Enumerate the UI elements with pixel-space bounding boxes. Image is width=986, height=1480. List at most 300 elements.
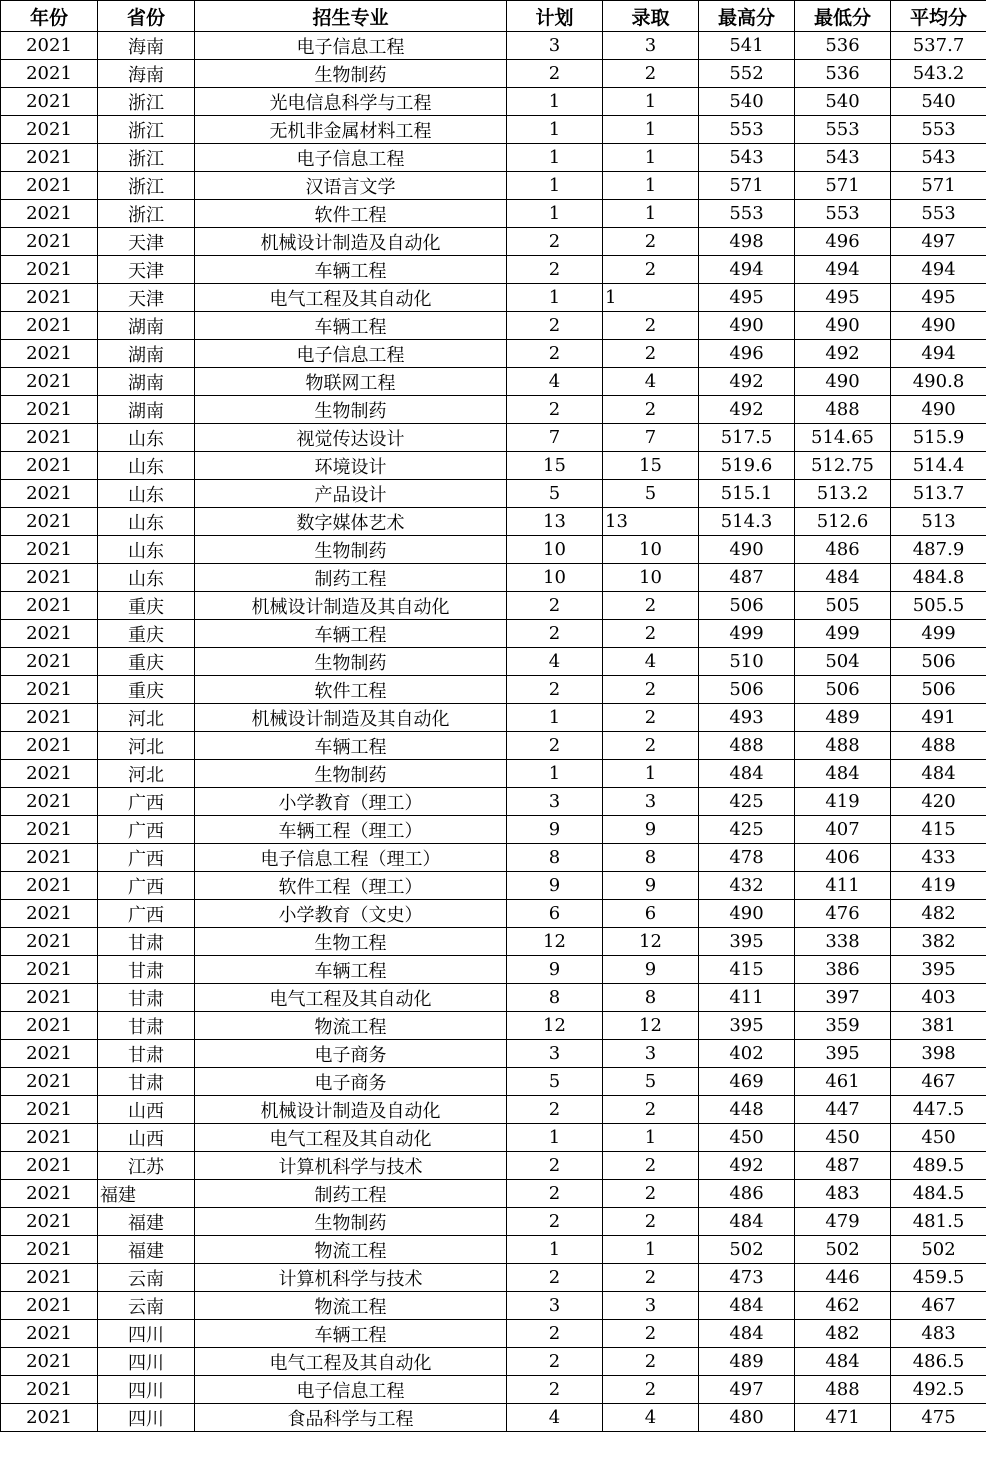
plan-cell: 2 (507, 1348, 603, 1376)
admitted-cell: 9 (603, 956, 699, 984)
table-row (1, 564, 986, 592)
min-score-cell: 489 (795, 704, 891, 732)
province-cell: 山西 (98, 1124, 195, 1152)
table-row (1, 620, 986, 648)
min-score-cell: 543 (795, 144, 891, 172)
max-score-cell: 492 (699, 1152, 795, 1180)
major-cell: 计算机科学与技术 (195, 1264, 507, 1292)
max-score-cell: 488 (699, 732, 795, 760)
major-cell: 电气工程及其自动化 (195, 1348, 507, 1376)
max-score-cell: 484 (699, 1208, 795, 1236)
min-score-cell: 397 (795, 984, 891, 1012)
province-cell: 天津 (98, 228, 195, 256)
table-row (1, 1236, 986, 1264)
avg-score-cell: 499 (891, 620, 986, 648)
min-score-cell: 488 (795, 1376, 891, 1404)
major-cell: 电子信息工程 (195, 144, 507, 172)
avg-score-cell: 382 (891, 928, 986, 956)
max-score-cell: 553 (699, 200, 795, 228)
table-row (1, 788, 986, 816)
admitted-cell: 1 (603, 172, 699, 200)
min-score-cell: 502 (795, 1236, 891, 1264)
min-score-cell: 462 (795, 1292, 891, 1320)
year-cell: 2021 (1, 1292, 98, 1320)
avg-score-cell: 540 (891, 88, 986, 116)
admitted-cell: 2 (603, 1180, 699, 1208)
table-row (1, 88, 986, 116)
min-score-cell: 490 (795, 368, 891, 396)
major-cell: 生物制药 (195, 60, 507, 88)
year-cell: 2021 (1, 88, 98, 116)
admitted-cell: 2 (603, 592, 699, 620)
year-cell: 2021 (1, 648, 98, 676)
min-score-cell: 487 (795, 1152, 891, 1180)
major-cell: 小学教育（理工） (195, 788, 507, 816)
admitted-cell: 5 (603, 1068, 699, 1096)
province-cell: 浙江 (98, 200, 195, 228)
max-score-cell: 502 (699, 1236, 795, 1264)
max-score-cell: 469 (699, 1068, 795, 1096)
table-row (1, 396, 986, 424)
province-cell: 河北 (98, 732, 195, 760)
major-cell: 物流工程 (195, 1012, 507, 1040)
year-cell: 2021 (1, 284, 98, 312)
year-cell: 2021 (1, 200, 98, 228)
admitted-cell: 1 (603, 88, 699, 116)
table-header (1, 1, 986, 32)
admitted-cell: 2 (603, 620, 699, 648)
year-cell: 2021 (1, 704, 98, 732)
admitted-cell: 2 (603, 340, 699, 368)
avg-score-cell: 515.9 (891, 424, 986, 452)
year-cell: 2021 (1, 172, 98, 200)
max-score-cell: 448 (699, 1096, 795, 1124)
avg-score-cell: 553 (891, 200, 986, 228)
plan-cell: 1 (507, 144, 603, 172)
admitted-cell: 2 (603, 228, 699, 256)
province-cell: 山西 (98, 1096, 195, 1124)
header-min-score: 最低分 (795, 1, 891, 32)
min-score-cell: 495 (795, 284, 891, 312)
plan-cell: 6 (507, 900, 603, 928)
table-row (1, 1040, 986, 1068)
table-row (1, 1320, 986, 1348)
max-score-cell: 510 (699, 648, 795, 676)
avg-score-cell: 506 (891, 676, 986, 704)
province-cell: 浙江 (98, 144, 195, 172)
plan-cell: 1 (507, 1124, 603, 1152)
table-row (1, 368, 986, 396)
table-row (1, 592, 986, 620)
province-cell: 山东 (98, 536, 195, 564)
plan-cell: 12 (507, 928, 603, 956)
max-score-cell: 484 (699, 760, 795, 788)
year-cell: 2021 (1, 424, 98, 452)
year-cell: 2021 (1, 116, 98, 144)
table-row (1, 648, 986, 676)
year-cell: 2021 (1, 816, 98, 844)
admitted-cell: 1 (603, 1124, 699, 1152)
year-cell: 2021 (1, 620, 98, 648)
plan-cell: 1 (507, 760, 603, 788)
province-cell: 甘肃 (98, 1012, 195, 1040)
admitted-cell: 4 (603, 648, 699, 676)
max-score-cell: 478 (699, 844, 795, 872)
header-max-score: 最高分 (699, 1, 795, 32)
max-score-cell: 495 (699, 284, 795, 312)
province-cell: 河北 (98, 704, 195, 732)
min-score-cell: 359 (795, 1012, 891, 1040)
year-cell: 2021 (1, 1068, 98, 1096)
avg-score-cell: 492.5 (891, 1376, 986, 1404)
major-cell: 软件工程（理工） (195, 872, 507, 900)
max-score-cell: 489 (699, 1348, 795, 1376)
header-province: 省份 (98, 1, 195, 32)
table-row (1, 508, 986, 536)
province-cell: 四川 (98, 1348, 195, 1376)
admitted-cell: 12 (603, 1012, 699, 1040)
year-cell: 2021 (1, 312, 98, 340)
max-score-cell: 486 (699, 1180, 795, 1208)
plan-cell: 2 (507, 1320, 603, 1348)
min-score-cell: 553 (795, 116, 891, 144)
year-cell: 2021 (1, 508, 98, 536)
plan-cell: 2 (507, 340, 603, 368)
min-score-cell: 488 (795, 396, 891, 424)
table-row (1, 1208, 986, 1236)
year-cell: 2021 (1, 480, 98, 508)
major-cell: 光电信息科学与工程 (195, 88, 507, 116)
province-cell: 山东 (98, 564, 195, 592)
avg-score-cell: 447.5 (891, 1096, 986, 1124)
major-cell: 制药工程 (195, 1180, 507, 1208)
min-score-cell: 407 (795, 816, 891, 844)
max-score-cell: 395 (699, 1012, 795, 1040)
province-cell: 重庆 (98, 648, 195, 676)
major-cell: 电气工程及其自动化 (195, 284, 507, 312)
admitted-cell: 4 (603, 368, 699, 396)
province-cell: 海南 (98, 60, 195, 88)
min-score-cell: 461 (795, 1068, 891, 1096)
major-cell: 生物制药 (195, 760, 507, 788)
province-cell: 海南 (98, 32, 195, 60)
min-score-cell: 571 (795, 172, 891, 200)
plan-cell: 2 (507, 592, 603, 620)
table-row (1, 452, 986, 480)
min-score-cell: 450 (795, 1124, 891, 1152)
max-score-cell: 450 (699, 1124, 795, 1152)
province-cell: 四川 (98, 1404, 195, 1432)
admitted-cell: 1 (603, 284, 699, 312)
avg-score-cell: 502 (891, 1236, 986, 1264)
plan-cell: 1 (507, 284, 603, 312)
table-row (1, 536, 986, 564)
province-cell: 浙江 (98, 172, 195, 200)
admitted-cell: 3 (603, 32, 699, 60)
year-cell: 2021 (1, 1404, 98, 1432)
year-cell: 2021 (1, 144, 98, 172)
plan-cell: 2 (507, 228, 603, 256)
admitted-cell: 1 (603, 116, 699, 144)
admitted-cell: 6 (603, 900, 699, 928)
max-score-cell: 541 (699, 32, 795, 60)
avg-score-cell: 497 (891, 228, 986, 256)
major-cell: 产品设计 (195, 480, 507, 508)
table-row (1, 816, 986, 844)
max-score-cell: 425 (699, 788, 795, 816)
avg-score-cell: 506 (891, 648, 986, 676)
plan-cell: 5 (507, 1068, 603, 1096)
table-row (1, 984, 986, 1012)
avg-score-cell: 513 (891, 508, 986, 536)
major-cell: 计算机科学与技术 (195, 1152, 507, 1180)
max-score-cell: 484 (699, 1292, 795, 1320)
province-cell: 甘肃 (98, 928, 195, 956)
year-cell: 2021 (1, 844, 98, 872)
max-score-cell: 492 (699, 396, 795, 424)
plan-cell: 2 (507, 1096, 603, 1124)
admitted-cell: 2 (603, 256, 699, 284)
year-cell: 2021 (1, 592, 98, 620)
admitted-cell: 8 (603, 984, 699, 1012)
year-cell: 2021 (1, 256, 98, 284)
table-row (1, 928, 986, 956)
avg-score-cell: 490 (891, 396, 986, 424)
max-score-cell: 411 (699, 984, 795, 1012)
table-row (1, 228, 986, 256)
major-cell: 电子信息工程 (195, 340, 507, 368)
year-cell: 2021 (1, 1040, 98, 1068)
plan-cell: 10 (507, 564, 603, 592)
year-cell: 2021 (1, 1376, 98, 1404)
max-score-cell: 540 (699, 88, 795, 116)
major-cell: 数字媒体艺术 (195, 508, 507, 536)
avg-score-cell: 484 (891, 760, 986, 788)
admitted-cell: 2 (603, 732, 699, 760)
admitted-cell: 2 (603, 1208, 699, 1236)
plan-cell: 4 (507, 1404, 603, 1432)
plan-cell: 1 (507, 116, 603, 144)
table-row (1, 900, 986, 928)
min-score-cell: 447 (795, 1096, 891, 1124)
province-cell: 天津 (98, 284, 195, 312)
province-cell: 重庆 (98, 676, 195, 704)
year-cell: 2021 (1, 872, 98, 900)
year-cell: 2021 (1, 1096, 98, 1124)
table-row (1, 760, 986, 788)
year-cell: 2021 (1, 396, 98, 424)
min-score-cell: 479 (795, 1208, 891, 1236)
min-score-cell: 488 (795, 732, 891, 760)
province-cell: 广西 (98, 788, 195, 816)
avg-score-cell: 415 (891, 816, 986, 844)
header-plan: 计划 (507, 1, 603, 32)
major-cell: 电气工程及其自动化 (195, 1124, 507, 1152)
min-score-cell: 483 (795, 1180, 891, 1208)
major-cell: 机械设计制造及其自动化 (195, 592, 507, 620)
major-cell: 物流工程 (195, 1236, 507, 1264)
province-cell: 重庆 (98, 620, 195, 648)
max-score-cell: 402 (699, 1040, 795, 1068)
avg-score-cell: 490.8 (891, 368, 986, 396)
year-cell: 2021 (1, 1152, 98, 1180)
province-cell: 广西 (98, 872, 195, 900)
avg-score-cell: 403 (891, 984, 986, 1012)
plan-cell: 2 (507, 1208, 603, 1236)
max-score-cell: 415 (699, 956, 795, 984)
province-cell: 甘肃 (98, 1040, 195, 1068)
avg-score-cell: 398 (891, 1040, 986, 1068)
min-score-cell: 536 (795, 60, 891, 88)
max-score-cell: 395 (699, 928, 795, 956)
table-row (1, 676, 986, 704)
avg-score-cell: 475 (891, 1404, 986, 1432)
admitted-cell: 2 (603, 1096, 699, 1124)
major-cell: 物联网工程 (195, 368, 507, 396)
province-cell: 河北 (98, 760, 195, 788)
plan-cell: 1 (507, 172, 603, 200)
admitted-cell: 3 (603, 788, 699, 816)
min-score-cell: 505 (795, 592, 891, 620)
max-score-cell: 490 (699, 900, 795, 928)
max-score-cell: 473 (699, 1264, 795, 1292)
major-cell: 车辆工程 (195, 732, 507, 760)
min-score-cell: 512.6 (795, 508, 891, 536)
table-row (1, 340, 986, 368)
max-score-cell: 517.5 (699, 424, 795, 452)
avg-score-cell: 467 (891, 1292, 986, 1320)
plan-cell: 2 (507, 1264, 603, 1292)
avg-score-cell: 513.7 (891, 480, 986, 508)
max-score-cell: 519.6 (699, 452, 795, 480)
plan-cell: 5 (507, 480, 603, 508)
major-cell: 机械设计制造及自动化 (195, 228, 507, 256)
table-row (1, 144, 986, 172)
major-cell: 汉语言文学 (195, 172, 507, 200)
plan-cell: 2 (507, 732, 603, 760)
header-year: 年份 (1, 1, 98, 32)
min-score-cell: 494 (795, 256, 891, 284)
province-cell: 山东 (98, 480, 195, 508)
table-row (1, 1264, 986, 1292)
admitted-cell: 4 (603, 1404, 699, 1432)
year-cell: 2021 (1, 928, 98, 956)
max-score-cell: 506 (699, 592, 795, 620)
major-cell: 生物制药 (195, 396, 507, 424)
major-cell: 车辆工程 (195, 620, 507, 648)
table-row (1, 732, 986, 760)
year-cell: 2021 (1, 1012, 98, 1040)
plan-cell: 2 (507, 1376, 603, 1404)
min-score-cell: 553 (795, 200, 891, 228)
admitted-cell: 2 (603, 60, 699, 88)
min-score-cell: 484 (795, 760, 891, 788)
plan-cell: 1 (507, 704, 603, 732)
avg-score-cell: 467 (891, 1068, 986, 1096)
year-cell: 2021 (1, 32, 98, 60)
major-cell: 电子商务 (195, 1040, 507, 1068)
admitted-cell: 2 (603, 312, 699, 340)
table-row (1, 1012, 986, 1040)
province-cell: 广西 (98, 900, 195, 928)
table-row (1, 480, 986, 508)
major-cell: 车辆工程 (195, 312, 507, 340)
province-cell: 山东 (98, 452, 195, 480)
table-row (1, 872, 986, 900)
year-cell: 2021 (1, 1320, 98, 1348)
avg-score-cell: 481.5 (891, 1208, 986, 1236)
province-cell: 云南 (98, 1264, 195, 1292)
table-row (1, 312, 986, 340)
plan-cell: 8 (507, 984, 603, 1012)
table-row (1, 116, 986, 144)
province-cell: 湖南 (98, 396, 195, 424)
max-score-cell: 480 (699, 1404, 795, 1432)
table-row (1, 200, 986, 228)
plan-cell: 10 (507, 536, 603, 564)
header-row (1, 1, 986, 32)
table-body (1, 32, 986, 1432)
table-row (1, 1376, 986, 1404)
major-cell: 软件工程 (195, 676, 507, 704)
plan-cell: 2 (507, 396, 603, 424)
province-cell: 山东 (98, 508, 195, 536)
avg-score-cell: 486.5 (891, 1348, 986, 1376)
major-cell: 车辆工程（理工） (195, 816, 507, 844)
plan-cell: 9 (507, 816, 603, 844)
header-avg-score: 平均分 (891, 1, 986, 32)
province-cell: 云南 (98, 1292, 195, 1320)
major-cell: 无机非金属材料工程 (195, 116, 507, 144)
min-score-cell: 484 (795, 1348, 891, 1376)
province-cell: 甘肃 (98, 1068, 195, 1096)
province-cell: 浙江 (98, 88, 195, 116)
max-score-cell: 506 (699, 676, 795, 704)
avg-score-cell: 494 (891, 256, 986, 284)
max-score-cell: 490 (699, 536, 795, 564)
province-cell: 四川 (98, 1320, 195, 1348)
avg-score-cell: 494 (891, 340, 986, 368)
admitted-cell: 1 (603, 760, 699, 788)
major-cell: 生物制药 (195, 1208, 507, 1236)
admitted-cell: 13 (603, 508, 699, 536)
year-cell: 2021 (1, 340, 98, 368)
year-cell: 2021 (1, 536, 98, 564)
major-cell: 小学教育（文史） (195, 900, 507, 928)
min-score-cell: 411 (795, 872, 891, 900)
admitted-cell: 8 (603, 844, 699, 872)
table-row (1, 1404, 986, 1432)
year-cell: 2021 (1, 60, 98, 88)
avg-score-cell: 495 (891, 284, 986, 312)
admitted-cell: 2 (603, 1320, 699, 1348)
year-cell: 2021 (1, 1208, 98, 1236)
year-cell: 2021 (1, 900, 98, 928)
admitted-cell: 2 (603, 1152, 699, 1180)
admitted-cell: 2 (603, 676, 699, 704)
admitted-cell: 3 (603, 1292, 699, 1320)
min-score-cell: 446 (795, 1264, 891, 1292)
major-cell: 车辆工程 (195, 956, 507, 984)
plan-cell: 3 (507, 1292, 603, 1320)
province-cell: 广西 (98, 844, 195, 872)
avg-score-cell: 543.2 (891, 60, 986, 88)
min-score-cell: 540 (795, 88, 891, 116)
plan-cell: 2 (507, 1152, 603, 1180)
min-score-cell: 419 (795, 788, 891, 816)
major-cell: 食品科学与工程 (195, 1404, 507, 1432)
major-cell: 软件工程 (195, 200, 507, 228)
